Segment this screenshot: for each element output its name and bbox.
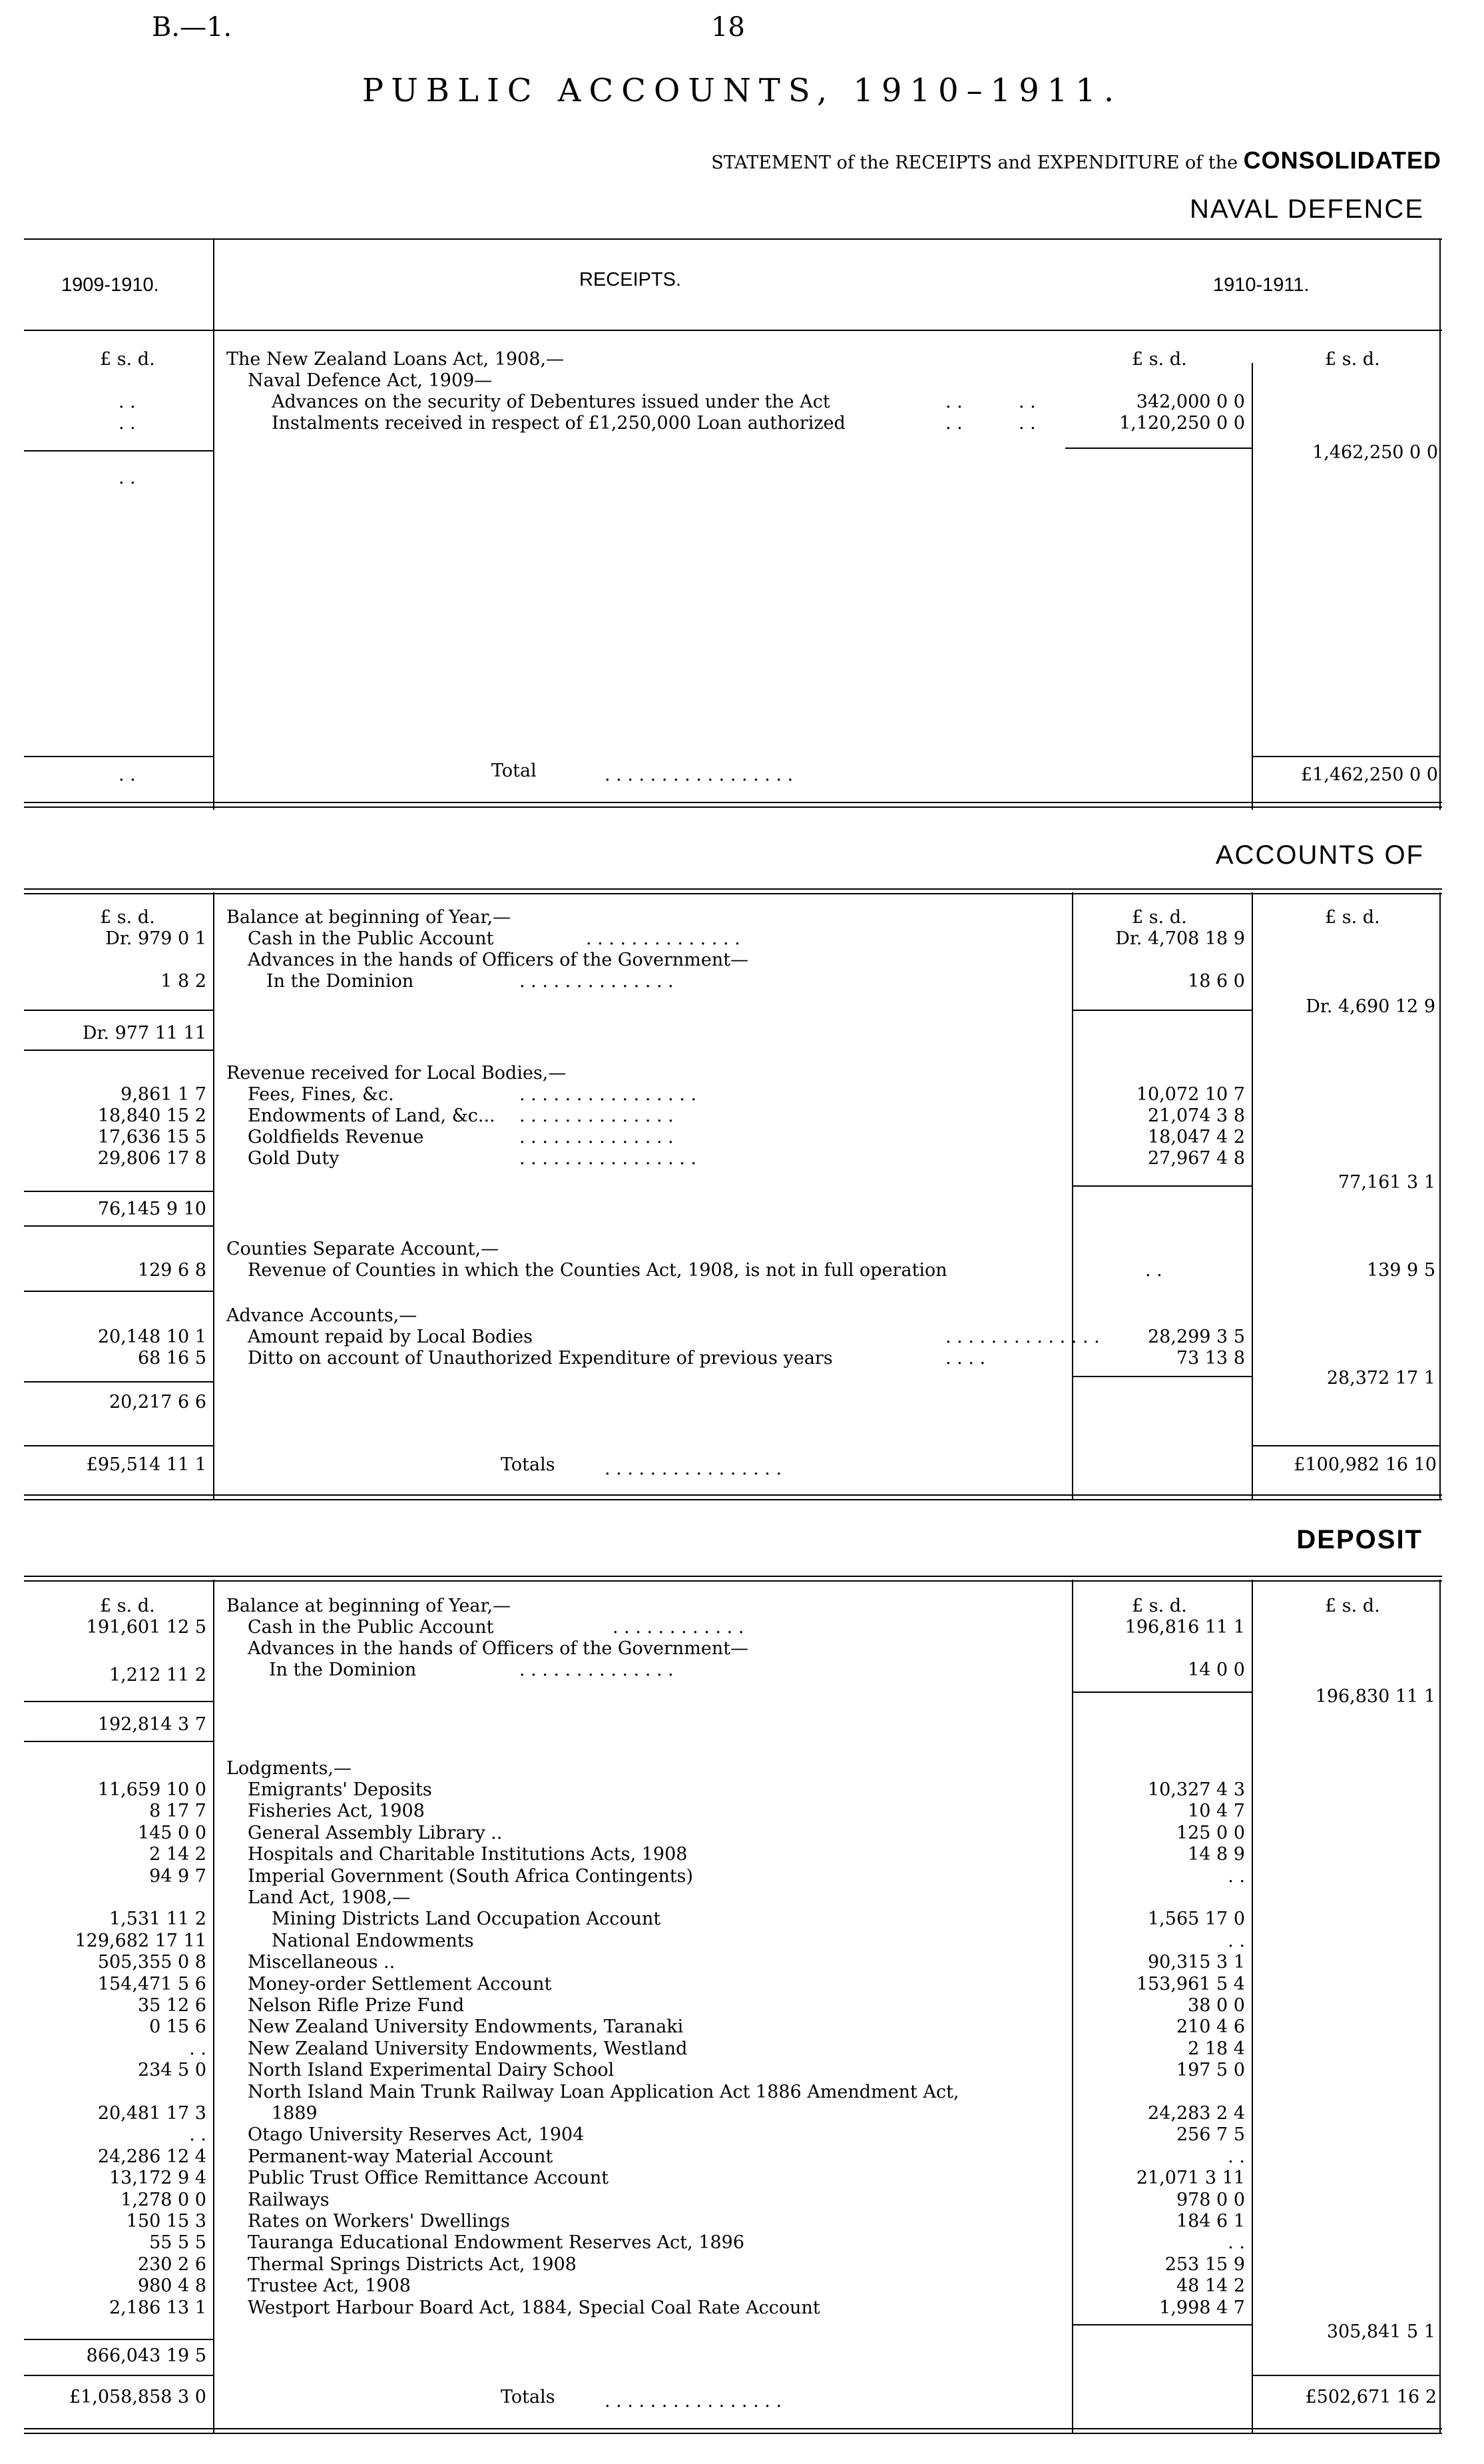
row-value: Dr. 4,708 18 9	[1115, 928, 1245, 949]
subtotal-value: 139 9 5	[1366, 1260, 1435, 1281]
rule	[1252, 756, 1439, 757]
rule	[24, 330, 1442, 331]
prev-subtotal: 20,217 6 6	[109, 1392, 206, 1412]
row-value: 210 4 6	[1176, 2016, 1245, 2038]
row-value: 153,961 5 4	[1136, 1973, 1245, 1995]
prev-subtotal: Dr. 977 11 11	[82, 1023, 206, 1044]
row-label: 1889	[272, 2103, 318, 2124]
row-value: 14 8 9	[1188, 1844, 1245, 1865]
row-label: Cash in the Public Account	[248, 928, 494, 949]
prev-value: Dr. 979 0 1	[105, 928, 206, 949]
prev-value: 24,286 12 4	[97, 2146, 206, 2167]
row-value: 10 4 7	[1188, 1801, 1245, 1822]
lsd-header: £ s. d.	[1132, 349, 1187, 370]
rule	[24, 1010, 213, 1011]
prev-value: 55 5 5	[149, 2232, 206, 2254]
rule	[1072, 1185, 1252, 1187]
row-label: Trustee Act, 1908	[248, 2276, 411, 2297]
row-value: 10,327 4 3	[1148, 1779, 1245, 1800]
row-dots: . . . . . . . . . . . .	[613, 1617, 744, 1638]
rule	[1072, 1010, 1252, 1011]
totals-prev: £95,514 11 1	[86, 1454, 206, 1475]
prev-value: . .	[119, 392, 136, 412]
double-rule	[24, 2428, 1442, 2434]
prev-value: 13,172 9 4	[109, 2168, 206, 2189]
column-divider	[213, 892, 214, 1500]
row-value: 21,074 3 8	[1148, 1105, 1245, 1126]
totals-curr: £100,982 16 10	[1294, 1454, 1437, 1475]
row-value: . .	[1228, 1865, 1245, 1887]
row-value: 978 0 0	[1176, 2189, 1245, 2210]
row-label: Endowments of Land, &c...	[248, 1105, 495, 1126]
row-value: 28,299 3 5	[1148, 1327, 1245, 1347]
prev-value: 191,601 12 5	[86, 1617, 206, 1638]
lsd-header: £ s. d.	[1132, 1596, 1187, 1616]
lodgments-heading: Lodgments,—	[226, 1758, 352, 1779]
prev-value: 145 0 0	[137, 1822, 206, 1843]
prev-value: 29,806 17 8	[97, 1148, 206, 1169]
row-label: Gold Duty	[248, 1148, 340, 1169]
rule	[1072, 1376, 1252, 1377]
row-label: Otago University Reserves Act, 1904	[248, 2124, 585, 2146]
prev-value: 17,636 15 5	[97, 1127, 206, 1147]
balance-heading: Balance at beginning of Year,—	[226, 907, 511, 928]
prev-value: . .	[119, 413, 136, 434]
row-value: 18,047 4 2	[1148, 1127, 1245, 1147]
prev-value: 20,148 10 1	[97, 1327, 206, 1347]
row-value: . .	[1228, 2146, 1245, 2167]
prev-value: 980 4 8	[137, 2276, 206, 2297]
column-divider	[1252, 1580, 1253, 2433]
row-value: 73 13 8	[1176, 1348, 1245, 1369]
rule	[24, 1701, 213, 1702]
row-label: Advances in the hands of Officers of the Government—	[248, 950, 749, 970]
row-value: 184 6 1	[1176, 2211, 1245, 2232]
row-value: 1,998 4 7	[1159, 2297, 1245, 2318]
row-label: Miscellaneous ..	[248, 1952, 395, 1973]
row-value: 1,120,250 0 0	[1119, 413, 1245, 434]
row-label: Ditto on account of Unauthorized Expenditure of previous years	[248, 1348, 833, 1369]
row-dots: . . . . . . . . . . . . . .	[519, 1127, 674, 1147]
row-dots: . . . . . . . . . . . . . .	[519, 1105, 674, 1126]
row-dots: . . . . . . . . . . . . . .	[945, 1327, 1100, 1347]
page-title: PUBLIC ACCOUNTS, 1910–1911.	[362, 72, 1122, 109]
column-divider	[1252, 892, 1253, 1500]
row-dots: . .	[945, 392, 963, 412]
rule	[24, 1291, 213, 1292]
rule	[24, 2375, 213, 2376]
prev-value: . .	[189, 2124, 206, 2146]
prev-value: 154,471 5 6	[97, 1973, 206, 1995]
column-divider	[1439, 892, 1441, 1500]
row-value: 14 0 0	[1188, 1660, 1245, 1680]
row-label: Imperial Government (South Africa Contingents)	[248, 1865, 694, 1887]
prev-value: 2,186 13 1	[109, 2297, 206, 2318]
row-label: Public Trust Office Remittance Account	[248, 2168, 609, 2189]
lsd-header: £ s. d.	[1325, 1596, 1380, 1616]
prev-value: 68 16 5	[137, 1348, 206, 1369]
row-label: Fisheries Act, 1908	[248, 1801, 425, 1822]
subtotal-value: 1,462,250 0 0	[1312, 442, 1438, 463]
rule	[24, 1445, 213, 1446]
row-value: 2 18 4	[1188, 2038, 1245, 2059]
double-rule	[24, 888, 1442, 894]
prev-value: 20,481 17 3	[97, 2103, 206, 2124]
row-value: 10,072 10 7	[1136, 1084, 1245, 1105]
row-label: Advances in the hands of Officers of the Government—	[248, 1638, 749, 1659]
prev-value: . .	[189, 2038, 206, 2059]
prev-value: 129,682 17 11	[75, 1930, 206, 1951]
row-value: 21,071 3 11	[1136, 2168, 1245, 2189]
totals-dots: . . . . . . . . . . . . . . . .	[605, 2391, 782, 2411]
statement-heading	[711, 147, 1441, 174]
row-dots: . . . . . . . . . . . . . .	[586, 928, 740, 949]
row-dots: . .	[945, 413, 963, 434]
row-value: . .	[1228, 1930, 1245, 1951]
rule	[24, 1741, 213, 1742]
column-divider	[213, 1580, 214, 2433]
lsd-header: £ s. d.	[100, 349, 155, 370]
subtotal-value: 196,830 11 1	[1315, 1686, 1435, 1707]
row-label: Fees, Fines, &c.	[248, 1084, 394, 1105]
row-value: 38 0 0	[1188, 1995, 1245, 2016]
page-number: 18	[711, 12, 745, 43]
lsd-header: £ s. d.	[1325, 907, 1380, 928]
row-dots: . . . .	[945, 1348, 986, 1369]
row-label: Nelson Rifle Prize Fund	[248, 1995, 465, 2016]
row-label: Rates on Workers' Dwellings	[248, 2211, 510, 2232]
prev-subtotal: 76,145 9 10	[97, 1199, 206, 1219]
row-label: New Zealand University Endowments, Taranaki	[248, 2016, 684, 2038]
row-label: In the Dominion	[266, 971, 414, 992]
row-dots: . .	[1145, 1260, 1162, 1281]
prev-value: 1,278 0 0	[121, 2189, 206, 2210]
column-header-1909-1910: 1909-1910.	[61, 274, 159, 296]
row-label: Westport Harbour Board Act, 1884, Special Coal Rate Account	[248, 2297, 820, 2318]
column-header-1910-1911: 1910-1911.	[1213, 274, 1310, 296]
rule	[24, 450, 213, 452]
totals-dots: . . . . . . . . . . . . . . . .	[605, 1458, 782, 1479]
row-label: Tauranga Educational Endowment Reserves Act, 1896	[248, 2232, 745, 2254]
prev-value: 35 12 6	[137, 1995, 206, 2016]
row-label: North Island Experimental Dairy School	[248, 2060, 615, 2081]
lsd-header: £ s. d.	[100, 907, 155, 928]
prev-value: 8 17 7	[149, 1801, 206, 1822]
rule	[24, 1381, 213, 1383]
statement-bold: CONSOLIDATED	[1243, 147, 1441, 174]
advance-heading: Advance Accounts,—	[226, 1305, 417, 1326]
rule	[24, 1050, 213, 1051]
row-label: In the Dominion	[269, 1660, 417, 1680]
prev-value: . .	[119, 467, 136, 488]
prev-value: 1,212 11 2	[109, 1665, 206, 1686]
row-dots: . . . . . . . . . . . . . .	[519, 1660, 674, 1680]
revenue-heading: Revenue received for Local Bodies,—	[226, 1063, 567, 1083]
rule	[1252, 2375, 1439, 2376]
prev-value: 2 14 2	[149, 1844, 206, 1865]
subtotal-value: 305,841 5 1	[1326, 2321, 1435, 2342]
section-title-accounts-of: ACCOUNTS OF	[1215, 840, 1424, 870]
row-value: 196,816 11 1	[1124, 1617, 1245, 1638]
totals-label: Totals	[501, 2387, 555, 2407]
double-rule	[24, 802, 1442, 808]
prev-value: 94 9 7	[149, 1865, 206, 1887]
prev-value: 230 2 6	[137, 2254, 206, 2275]
row-value: 18 6 0	[1188, 971, 1245, 992]
column-divider	[1252, 363, 1253, 810]
total-label: Total	[491, 761, 537, 781]
row-label: Thermal Springs Districts Act, 1908	[248, 2254, 577, 2275]
row-dots: . .	[1019, 413, 1036, 434]
double-rule	[24, 1576, 1442, 1582]
section-title-deposit: DEPOSIT	[1296, 1525, 1423, 1554]
row-dots: . .	[1019, 392, 1036, 412]
lsd-header: £ s. d.	[1325, 349, 1380, 370]
rule	[1252, 1445, 1439, 1446]
row-value: 90,315 3 1	[1148, 1952, 1245, 1973]
row-label: New Zealand University Endowments, Westland	[248, 2038, 688, 2059]
row-label: Cash in the Public Account	[248, 1617, 494, 1638]
subtotal-value: 77,161 3 1	[1338, 1172, 1435, 1193]
row-label: Land Act, 1908,—	[248, 1887, 411, 1908]
row-label: National Endowments	[272, 1930, 474, 1951]
row-label: North Island Main Trunk Railway Loan Application Act 1886 Amendment Act,	[248, 2081, 959, 2102]
row-label: Revenue of Counties in which the Counties Act, 1908, is not in full operation	[248, 1260, 947, 1281]
rule	[1072, 2324, 1252, 2325]
rule	[24, 1191, 213, 1192]
subtotal-value: 28,372 17 1	[1326, 1368, 1435, 1388]
prev-value: 11,659 10 0	[97, 1779, 206, 1800]
row-dots: . . . . . . . . . . . . . . . .	[519, 1148, 697, 1169]
row-label: Permanent-way Material Account	[248, 2146, 553, 2167]
row-value: 125 0 0	[1176, 1822, 1245, 1843]
row-value: 48 14 2	[1176, 2276, 1245, 2297]
sub-heading: Naval Defence Act, 1909—	[248, 370, 493, 391]
row-label: Instalments received in respect of £1,250,000 Loan authorized	[272, 413, 846, 434]
row-value: 1,565 17 0	[1148, 1909, 1245, 1930]
double-rule	[24, 1494, 1442, 1500]
section-title-naval-defence: NAVAL DEFENCE	[1190, 194, 1424, 224]
prev-value: 9,861 1 7	[121, 1084, 206, 1105]
row-label: Emigrants' Deposits	[248, 1779, 432, 1800]
column-divider	[1439, 238, 1441, 810]
rule	[24, 238, 1442, 240]
row-value: 256 7 5	[1176, 2124, 1245, 2146]
prev-value: 1,531 11 2	[109, 1909, 206, 1930]
column-header-receipts: RECEIPTS.	[579, 269, 682, 290]
statement-prefix: STATEMENT of the RECEIPTS and EXPENDITURE of the	[711, 153, 1238, 173]
counties-heading: Counties Separate Account,—	[226, 1239, 499, 1259]
row-label: Amount repaid by Local Bodies	[248, 1327, 533, 1347]
prev-value: 129 6 8	[137, 1260, 206, 1281]
row-label: Mining Districts Land Occupation Account	[272, 1909, 661, 1930]
prev-value: 1 8 2	[160, 971, 206, 992]
row-label: Railways	[248, 2189, 330, 2210]
lsd-header: £ s. d.	[100, 1596, 155, 1616]
rule	[24, 2339, 213, 2340]
row-dots: . . . . . . . . . . . . . .	[519, 971, 674, 992]
prev-value: 505,355 0 8	[97, 1952, 206, 1973]
row-dots: . . . . . . . . . . . . . . . .	[519, 1084, 697, 1105]
total-value: £1,462,250 0 0	[1300, 765, 1438, 785]
row-label: General Assembly Library ..	[248, 1822, 503, 1843]
balance-heading: Balance at beginning of Year,—	[226, 1596, 511, 1616]
lsd-header: £ s. d.	[1132, 907, 1187, 928]
row-value: 197 5 0	[1176, 2060, 1245, 2081]
totals-curr: £502,671 16 2	[1305, 2387, 1437, 2407]
total-dots: . . . . . . . . . . . . . . . . .	[605, 765, 794, 785]
row-label: Hospitals and Charitable Institutions Acts, 1908	[248, 1844, 688, 1865]
prev-subtotal: 192,814 3 7	[97, 1714, 206, 1735]
prev-subtotal: 866,043 19 5	[86, 2345, 206, 2366]
rule	[1065, 448, 1252, 449]
row-value: 342,000 0 0	[1136, 392, 1245, 412]
rule	[1072, 1692, 1252, 1693]
row-value: 253 15 9	[1164, 2254, 1245, 2275]
totals-prev: £1,058,858 3 0	[69, 2387, 206, 2407]
prev-value: . .	[119, 765, 136, 785]
totals-label: Totals	[501, 1454, 555, 1475]
prev-value: 0 15 6	[149, 2016, 206, 2038]
prev-value: 18,840 15 2	[97, 1105, 206, 1126]
prev-value: 234 5 0	[137, 2060, 206, 2081]
prev-value: 150 15 3	[126, 2211, 206, 2232]
row-label: Money-order Settlement Account	[248, 1973, 552, 1995]
column-divider	[213, 238, 214, 810]
rule	[24, 756, 213, 757]
row-label: Goldfields Revenue	[248, 1127, 424, 1147]
subtotal-value: Dr. 4,690 12 9	[1306, 996, 1435, 1017]
document-code: B.—1.	[152, 12, 232, 43]
row-value: 24,283 2 4	[1148, 2103, 1245, 2124]
row-value: . .	[1228, 2232, 1245, 2254]
column-divider	[1439, 1580, 1441, 2433]
act-heading: The New Zealand Loans Act, 1908,—	[226, 349, 565, 370]
row-value: 27,967 4 8	[1148, 1148, 1245, 1169]
row-label: Advances on the security of Debentures issued under the Act	[272, 392, 830, 412]
rule	[24, 1225, 213, 1227]
